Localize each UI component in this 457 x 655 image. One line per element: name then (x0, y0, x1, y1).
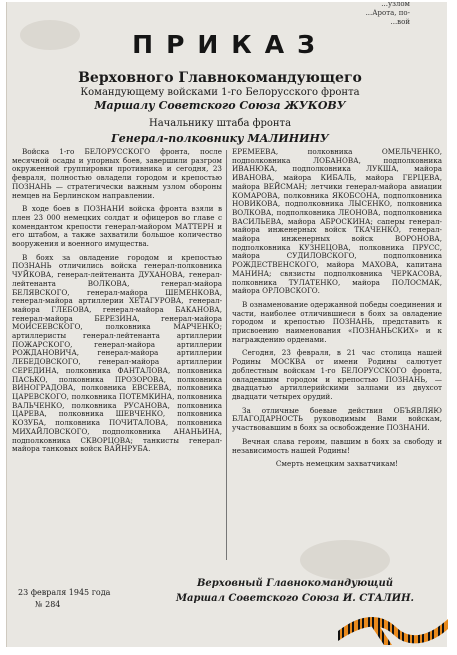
corner-line: ...Арота, по- (365, 9, 410, 17)
order-paragraph: В боях за овладение городом и крепостью ПОЗНАНЬ отличились войска генерал-полковника ЧУЙКОВА, генерал-лейтенанта ДУХАНОВА, генерал-лейтенанта ВОЛКОВА, генерал-майора БЕЛЯВСКОГО, генерал-майора ШЕМЕНКОВА, генерал-майора артиллерии ХЕТАГУРОВА, генерал-майора ГЛЕБОВА, генерал-майора БАКАНОВА, генерал-майора БЕРЕЗИНА, генерал-майора МОИСЕЕВСКОГО, полковника МАРЧЕНКО; артиллеристы генерал-лейтенанта артиллерии ПОЖАРСКОГО, генерал-майора артиллерии РОЖДАНОВИЧА, генерал-майора артиллерии ЛЕБЕДОВСКОГО, генерал-майора артиллерии СЕРЕДИНА, полковника ФАНТАЛОВА, полковника ПАСЬКО, полковника ПРОЗОРОВА, полковника ВИНОГРАДОВА, полковника ЕВСЕЕВА, полковника ЦАРЕВСКОГО, полковника ПОТЕМКИНА, полковника ВАЛЬЧЕНКО, полковника РУСАНОВА, полковника ЦАРЕВА, полковника ШЕВЧЕНКО, полковника КОЗУБА, полковника ПОЧИТАЛОВА, полковника МИХАЙЛОВСКОГО, подполковника АНАНЬИНА, подполковника СКВОРЦОВА; танкисты генерал-майора танковых войск ВАЙНРУБА. (12, 252, 222, 454)
signature-title: Верховный Главнокомандующий (196, 578, 393, 589)
order-paragraph: В ознаменование одержанной победы соединения и части, наиболее отличившиеся в боях за овладение городом и крепостью ПОЗНАНЬ, представить к присвоению наименования «ПОЗНАНЬСКИХ» и к награждению орденами. (232, 299, 442, 344)
order-paragraph: В ходе боев в ПОЗНАНИ войска фронта взяли в плен 23 000 немецких солдат и офицеров во главе с комендантом крепости генерал-майором МАТТЕРН и его штабом, а также захватили большое количество вооружения и военного имущества. (12, 204, 222, 249)
signature-name: Маршал Советского Союза И. СТАЛИН. (175, 593, 414, 604)
order-paragraph: Войска 1-го БЕЛОРУССКОГО фронта, после месячной осады и упорных боев, завершили разгром окруженной группировки противника и сегодня, 23 февраля, полностью овладели городом и крепостью ПОЗНАНЬ — стратегически важным узлом обороны немцев на Берлинском направлении. (12, 148, 222, 200)
order-paragraph: Вечная слава героям, павшим в боях за свободу и независимость нашей Родины! (232, 436, 442, 455)
order-paragraph: Смерть немецким захватчикам! (275, 459, 399, 469)
order-paragraph: Сегодня, 23 февраля, в 21 час столица нашей Родины МОСКВА от имени Родины салютует доблестным войскам 1-го БЕЛОРУССКОГО фронта, овладевшим городом и крепостью ПОЗНАНЬ, — двадцатью артиллерийскими залпами из двухсот двадцати четырех орудий. (232, 348, 442, 401)
corner-line: ...вой (390, 18, 410, 26)
st-george-ribbon-icon (336, 605, 451, 647)
paper-stain (20, 20, 80, 50)
column-divider (226, 150, 227, 560)
commander-name: Маршалу Советского Союза ЖУКОВУ (94, 99, 346, 112)
corner-line: ...узлом (381, 0, 410, 8)
order-number: № 284 (35, 600, 61, 609)
order-paragraph: За отличные боевые действия ОБЪЯВЛЯЮ БЛАГОДАРНОСТЬ руководимым Вами войскам, участвовавшим в боях за освобождение ПОЗНАНИ. (232, 405, 442, 433)
order-subtitle: Верховного Главнокомандующего (78, 70, 362, 86)
right-column (232, 148, 442, 560)
order-paragraph: ЕРЕМЕЕВА, полковника ОМЕЛЬЧЕНКО, подполковника ЛОБАНОВА, подполковника ИВАНЮКА, подполковника ЛУКША, майора ИВАНОВА, майора КИБАЛЬ, майора ГЕРЦЕВА, майора ВЕЙСМАН; летчики генерал-майора авиации КОМАРОВА, полковника ЯКОБСОНА, подполковника НОВИКОВА, подполковника ЛЫСЕНКО, полковника ВОЛКОВА, подполковника ЛЕОНОВА, подполковника ВАСИЛЬЕВА, майора АБРОСКИНА; саперы генерал-майора инженерных войск ТКАЧЕНКО, генерал-майора инженерных войск ВОРОНОВА, подполковника КУЗНЕЦОВА, полковника ПРУСС, майора СУДИЛОВСКОГО, подполковника РОЖДЕСТВЕНСКОГО, майора МАХОВА, капитана МАНИНА; связисты подполковника ЧЕРКАСОВА, полковника ТУЛАТЕНКО, майора ПОЛОСМАК, майора ОРЛОВСКОГО. (232, 148, 442, 296)
order-date: 23 февраля 1945 года (18, 588, 111, 597)
chief-name: Генерал-полковнику МАЛИНИНУ (111, 132, 329, 145)
addressee-commander-line: Командующему войсками 1-го Белорусского фронта (80, 87, 360, 98)
left-column (12, 148, 222, 568)
addressee-chief-line: Начальнику штаба фронта (148, 118, 292, 129)
order-title: ПРИКАЗ (132, 30, 328, 59)
